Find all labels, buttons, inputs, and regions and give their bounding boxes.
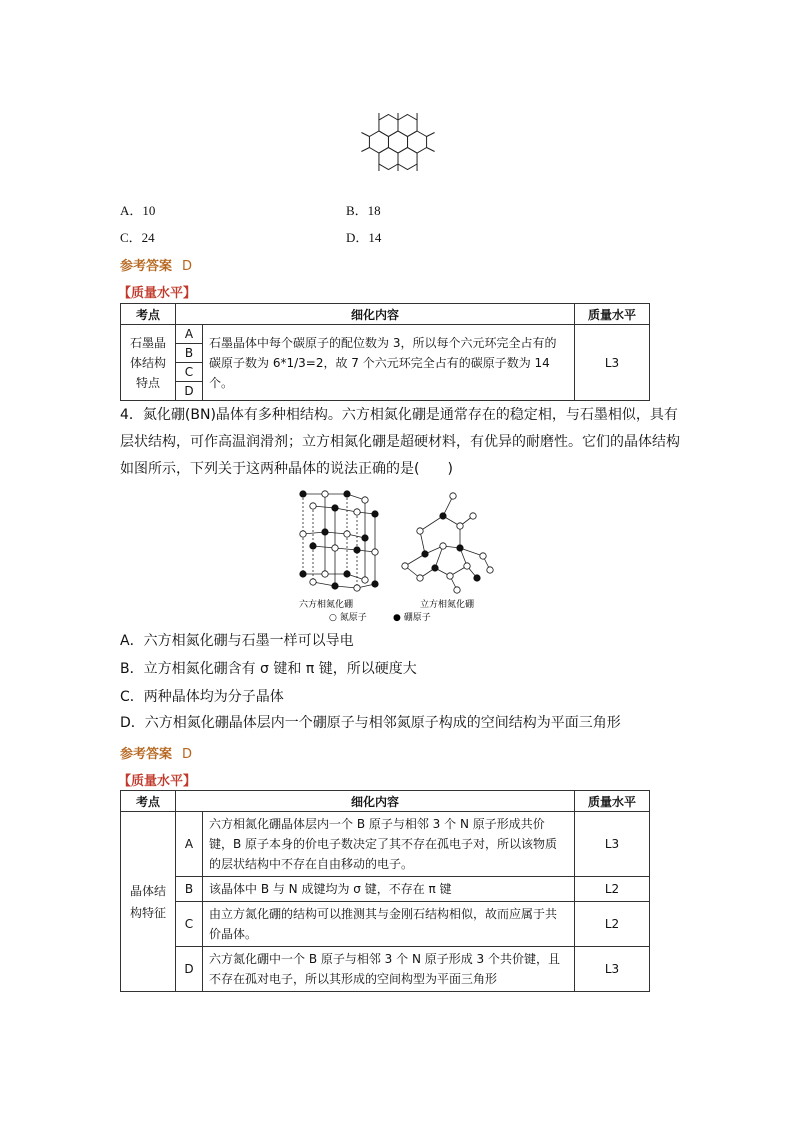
header-level: 质量水平 xyxy=(575,304,650,325)
row-b-content: 该晶体中 B 与 N 成键均为 σ 键，不存在 π 键 xyxy=(203,877,575,902)
bond-stub xyxy=(427,133,435,137)
boron-atom xyxy=(332,583,338,589)
row-b-letter: B xyxy=(176,877,203,902)
q3-quality-table xyxy=(120,303,650,401)
boron-atom xyxy=(300,491,306,497)
boron-atom xyxy=(440,513,446,519)
row-c-letter: C xyxy=(176,902,203,947)
boron-atom xyxy=(344,491,350,497)
nitrogen-atom xyxy=(417,528,423,534)
topic-cell: 晶体结构特征 xyxy=(121,812,176,992)
boron-atom xyxy=(332,505,338,511)
hexagon-ring xyxy=(379,115,398,137)
letter-b: B xyxy=(176,344,203,363)
letter-a: A xyxy=(176,325,203,344)
nitrogen-atom xyxy=(322,491,328,497)
row-d-letter: D xyxy=(176,947,203,992)
q4-stem: 4．氮化硼(BN)晶体有多种相结构。六方相氮化硼是通常存在的稳定相，与石墨相似，具有层状结构，可作高温润滑剂；立方相氮化硼是超硬材料，有优异的耐磨性。它们的晶体结构如图所示，下列关于这两种晶体的说法正确的是( ) xyxy=(120,407,680,477)
bond-stub xyxy=(361,148,369,152)
cubic-bn-caption: 立方相氮化硼 xyxy=(420,600,475,610)
q4-option-b: B．立方相氮化硼含有 σ 键和 π 键，所以硬度大 xyxy=(120,661,417,677)
boron-atom xyxy=(310,543,316,549)
quality-level-title: 【质量水平】 xyxy=(118,286,197,301)
nitrogen-atom xyxy=(354,509,360,515)
row-a-content: 六方相氮化硼晶体层内一个 B 原子与相邻 3 个 N 原子形成共价键，B 原子本身的价电子数决定了其不存在孤电子对，所以该物质的层状结构中不存在自由移动的电子。 xyxy=(203,812,575,877)
row-d-level: L3 xyxy=(575,947,650,992)
hexagon-ring xyxy=(398,115,417,137)
boron-atom xyxy=(432,565,438,571)
hexagon-ring xyxy=(398,148,417,170)
header-topic: 考点 xyxy=(121,791,176,812)
option-b: B．18 xyxy=(346,203,381,218)
level-cell: L3 xyxy=(575,325,650,401)
letter-c: C xyxy=(176,363,203,382)
nitrogen-atom xyxy=(454,587,460,593)
nitrogen-atom xyxy=(362,497,368,503)
nitrogen-atom xyxy=(300,531,306,537)
nitrogen-atom xyxy=(362,577,368,583)
nitrogen-atom xyxy=(457,523,463,529)
content-cell: 石墨晶体中每个碳原子的配位数为 3，所以每个六元环完全占有的碳原子数为 6*1/3=2，故 7 个六元环完全占有的碳原子数为 14 个。 xyxy=(203,325,575,401)
row-b-level: L2 xyxy=(575,877,650,902)
legend-nitrogen: ○ 氮原子 xyxy=(329,613,367,623)
nitrogen-atom xyxy=(354,585,360,591)
boron-atom xyxy=(372,511,378,517)
row-c-content: 由立方氮化硼的结构可以推测其与金刚石结构相似，故而应属于共价晶体。 xyxy=(203,902,575,947)
option-a: A．10 xyxy=(120,203,156,218)
boron-atom xyxy=(344,571,350,577)
q4-option-c: C．两种晶体均为分子晶体 xyxy=(120,689,284,705)
nitrogen-atom xyxy=(487,567,493,573)
boron-atom xyxy=(300,571,306,577)
q4-reference-answer: 参考答案 D xyxy=(120,747,193,762)
header-content: 细化内容 xyxy=(176,304,575,325)
hexagon-ring xyxy=(379,148,398,170)
nitrogen-atom xyxy=(372,549,378,555)
boron-atom xyxy=(474,575,480,581)
boron-atom xyxy=(362,535,368,541)
nitrogen-atom xyxy=(447,573,453,579)
q4-option-a: A．六方相氮化硼与石墨一样可以导电 xyxy=(120,633,354,649)
q4-option-d: D．六方相氮化硼晶体层内一个硼原子与相邻氮原子构成的空间结构为平面三角形 xyxy=(120,715,621,731)
nitrogen-atom xyxy=(310,503,316,509)
letter-d: D xyxy=(176,382,203,401)
nitrogen-atom xyxy=(450,493,456,499)
topic-cell: 石墨晶体结构特点 xyxy=(121,325,176,401)
nitrogen-atom xyxy=(332,545,338,551)
boron-atom xyxy=(354,547,360,553)
bond-stub xyxy=(361,133,369,137)
nitrogen-atom xyxy=(480,553,486,559)
nitrogen-atom xyxy=(310,579,316,585)
bn-crystal-figure xyxy=(285,486,515,626)
nitrogen-atom xyxy=(344,531,350,537)
row-a-level: L3 xyxy=(575,812,650,877)
nitrogen-atom xyxy=(440,543,446,549)
nitrogen-atom xyxy=(322,571,328,577)
nitrogen-atom xyxy=(470,513,476,519)
nitrogen-atom xyxy=(402,563,408,569)
option-c: C．24 xyxy=(120,230,155,245)
legend-boron: ● 硼原子 xyxy=(393,613,431,623)
q4-quality-level-title: 【质量水平】 xyxy=(118,774,197,789)
option-d: D．14 xyxy=(346,230,382,245)
header-content: 细化内容 xyxy=(176,791,575,812)
boron-atom xyxy=(372,581,378,587)
reference-answer: 参考答案 D xyxy=(120,259,193,274)
boron-atom xyxy=(322,529,328,535)
row-a-letter: A xyxy=(176,812,203,877)
header-topic: 考点 xyxy=(121,304,176,325)
row-d-content: 六方氮化硼中一个 B 原子与相邻 3 个 N 原子形成 3 个共价键，且不存在孤对电子，所以其形成的空间构型为平面三角形 xyxy=(203,947,575,992)
q4-quality-table xyxy=(120,790,650,992)
bond-stub xyxy=(427,148,435,152)
boron-atom xyxy=(422,551,428,557)
nitrogen-atom xyxy=(417,575,423,581)
graphite-hexagon-figure xyxy=(348,96,448,188)
nitrogen-atom xyxy=(464,563,470,569)
hex-bn-caption: 六方相氮化硼 xyxy=(299,600,354,610)
row-c-level: L2 xyxy=(575,902,650,947)
boron-atom xyxy=(457,545,463,551)
header-level: 质量水平 xyxy=(575,791,650,812)
